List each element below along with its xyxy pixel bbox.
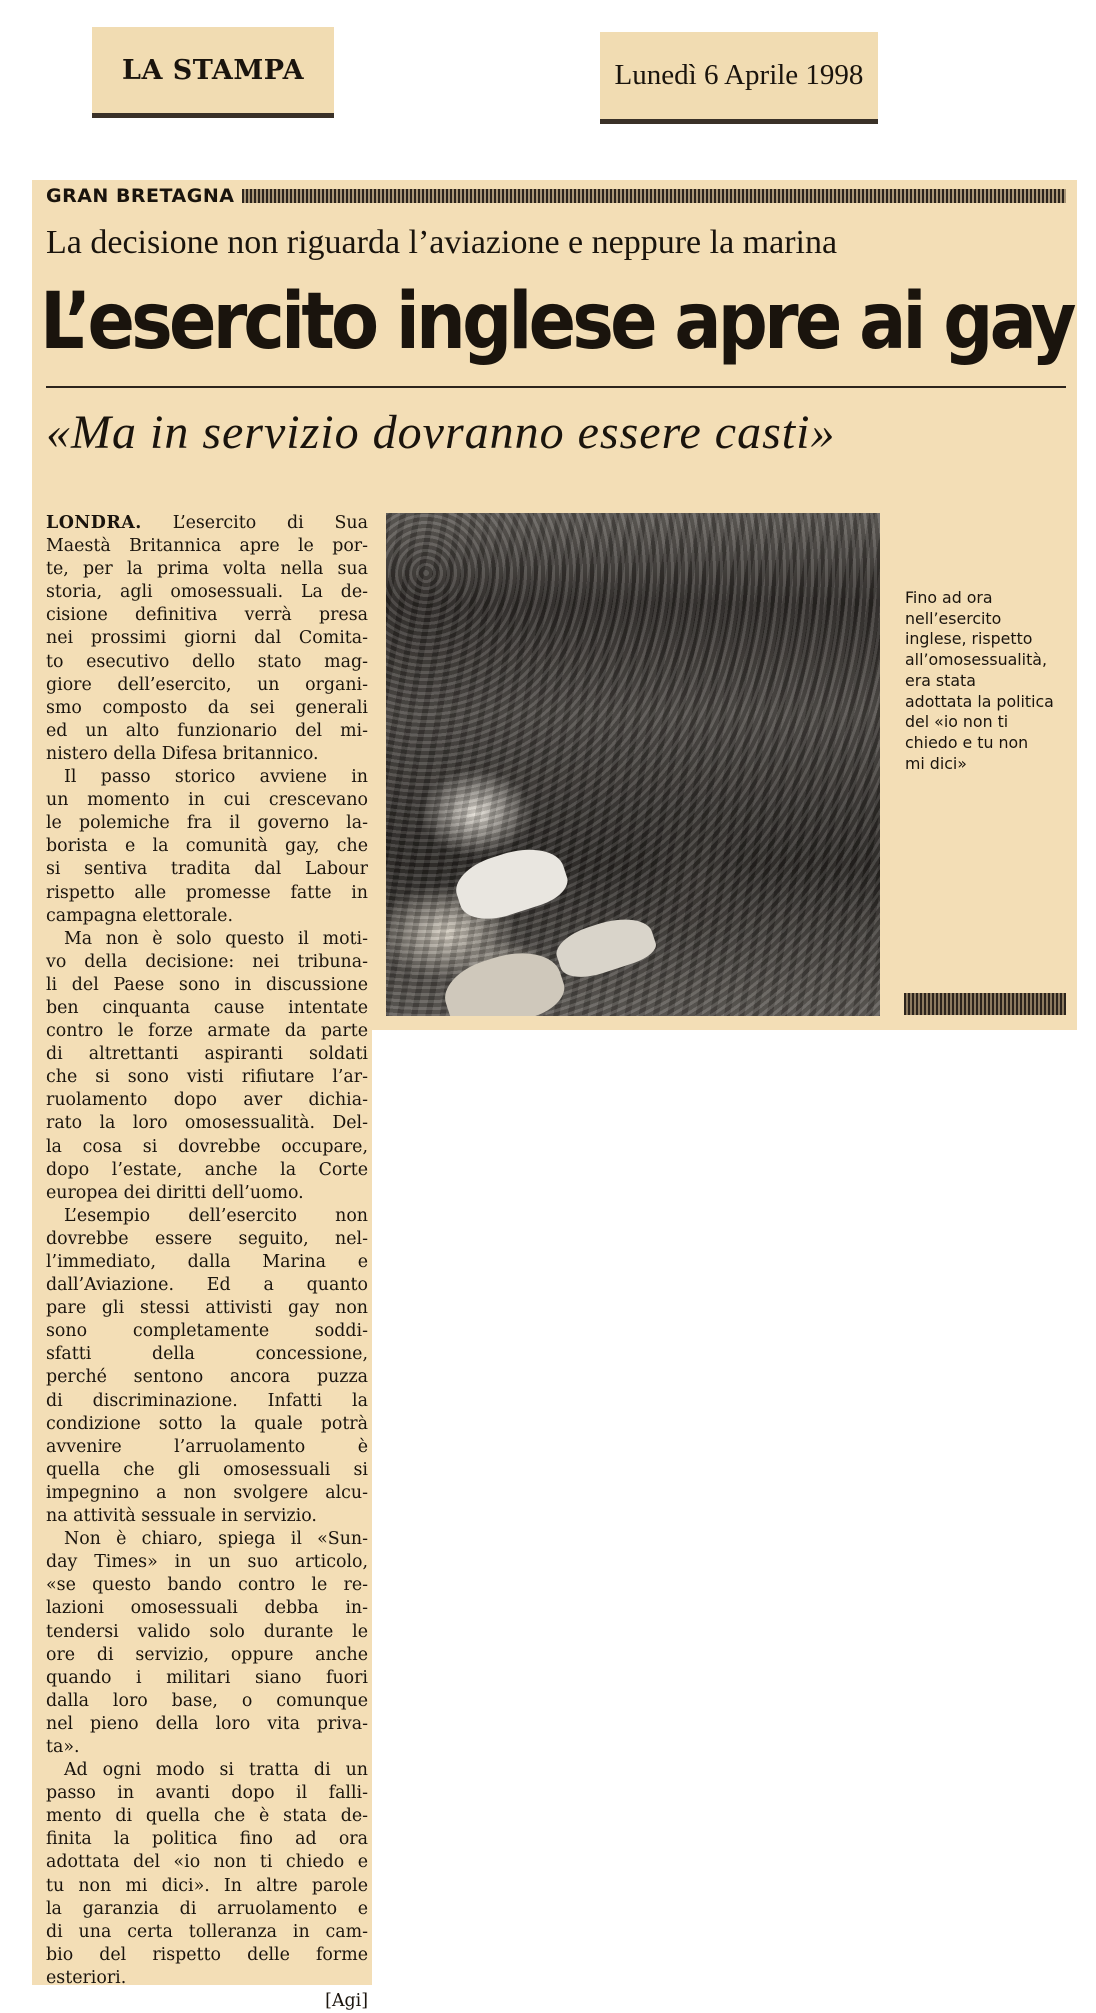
kicker: La decisione non riguarda l’aviazione e neppure la marina bbox=[46, 224, 838, 261]
caption-line: all’omosessualità, bbox=[905, 650, 1047, 670]
body-line: contro le forze armate da parte bbox=[46, 1021, 368, 1042]
body-line: esteriori. bbox=[46, 1967, 127, 1988]
body-line: le polemiche fra il governo la- bbox=[46, 813, 368, 834]
body-line: smo composto da sei generali bbox=[46, 697, 368, 718]
caption-line: nell’esercito bbox=[905, 608, 1002, 628]
body-line: lazioni omosessuali debba in- bbox=[46, 1598, 368, 1619]
body-line: ta». bbox=[46, 1736, 80, 1757]
body-line: Ma non è solo questo il moti- bbox=[64, 928, 368, 949]
section-rule bbox=[242, 189, 1066, 203]
body-line: passo in avanti dopo il falli- bbox=[46, 1783, 368, 1804]
body-line: day Times» in un suo articolo, bbox=[46, 1552, 368, 1573]
body-line: LONDRA. L’esercito di Sua bbox=[46, 513, 368, 533]
body-line: li del Paese sono in discussione bbox=[46, 974, 368, 995]
date-label bbox=[600, 32, 878, 124]
body-line: la garanzia di arruolamento e bbox=[46, 1898, 368, 1919]
body-line: europea dei diritti dell’uomo. bbox=[46, 1182, 304, 1203]
body-line: bio del rispetto delle forme bbox=[46, 1944, 368, 1965]
caption-line: del «io non ti bbox=[905, 712, 1009, 732]
body-line: na attività sessuale in servizio. bbox=[46, 1506, 317, 1527]
body-line: nistero della Difesa britannico. bbox=[46, 743, 319, 764]
body-line: perché sentono ancora puzza bbox=[46, 1367, 368, 1388]
body-line: te, per la prima volta nella sua bbox=[46, 559, 368, 580]
body-line: che si sono visti rifiutare l’ar- bbox=[46, 1067, 368, 1088]
caption-line: adottata la politica bbox=[905, 691, 1054, 711]
article-dateline: LONDRA. bbox=[46, 513, 142, 533]
caption-rule bbox=[904, 993, 1066, 1015]
body-line: storia, agli omosessuali. La de- bbox=[46, 582, 368, 603]
body-line: dall’Aviazione. Ed a quanto bbox=[46, 1275, 368, 1296]
body-line: campagna elettorale. bbox=[46, 905, 233, 926]
body-line: Non è chiaro, spiega il «Sun- bbox=[64, 1529, 368, 1550]
body-line: dalla loro base, o comunque bbox=[46, 1690, 368, 1711]
caption-line: inglese, rispetto bbox=[905, 629, 1033, 649]
body-line: ore di servizio, oppure anche bbox=[46, 1644, 368, 1665]
body-line: sono completamente soddi- bbox=[46, 1321, 368, 1342]
body-line: nel pieno della loro vita priva- bbox=[46, 1713, 368, 1734]
body-line: quando i militari siano fuori bbox=[46, 1667, 368, 1688]
caption-line: mi dici» bbox=[905, 753, 967, 773]
body-line: mento di quella che è stata de- bbox=[46, 1806, 368, 1827]
section-bar bbox=[46, 185, 1066, 207]
body-line: cisione definitiva verrà presa bbox=[46, 605, 368, 626]
masthead-label bbox=[92, 27, 334, 118]
article-body bbox=[46, 512, 368, 2013]
body-line: condizione sotto la quale potrà bbox=[46, 1413, 368, 1434]
caption-line: chiedo e tu non bbox=[905, 732, 1029, 752]
body-line: finita la politica fino ad ora bbox=[46, 1829, 368, 1850]
headline: L’esercito inglese apre ai gay bbox=[40, 275, 1073, 368]
body-line: tendersi valido solo durante le bbox=[46, 1621, 368, 1642]
body-line: dopo l’estate, anche la Corte bbox=[46, 1159, 368, 1180]
section-label: GRAN BRETAGNA bbox=[46, 185, 235, 207]
body-line: to esecutivo dello stato mag- bbox=[46, 651, 368, 672]
body-line: la cosa si dovrebbe occupare, bbox=[46, 1136, 368, 1157]
body-line: dovrebbe essere seguito, nel- bbox=[46, 1228, 368, 1249]
body-line: un momento in cui crescevano bbox=[46, 790, 368, 811]
body-line: ben cinquanta cause intentate bbox=[46, 997, 368, 1018]
body-line: di altrettanti aspiranti soldati bbox=[46, 1044, 368, 1065]
body-line: Il passo storico avviene in bbox=[64, 767, 368, 788]
body-line: di una certa tolleranza in cam- bbox=[46, 1921, 368, 1942]
body-line: avvenire l’arruolamento è bbox=[46, 1436, 368, 1457]
body-line: nei prossimi giorni dal Comita- bbox=[46, 628, 368, 649]
subhead: «Ma in servizio dovranno essere casti» bbox=[46, 406, 836, 459]
body-line: borista e la comunità gay, che bbox=[46, 836, 368, 857]
body-line: di discriminazione. Infatti la bbox=[46, 1390, 368, 1411]
news-photo-soldiers bbox=[386, 513, 880, 1016]
body-line: l’immediato, dalla Marina e bbox=[46, 1252, 368, 1272]
body-line: ruolamento dopo aver dichia- bbox=[46, 1090, 368, 1111]
body-line: si sentiva tradita dal Labour bbox=[46, 859, 368, 880]
caption-line: era stata bbox=[905, 670, 976, 690]
body-line: impegnino a non svolgere alcu- bbox=[46, 1482, 368, 1503]
body-line: ed un alto funzionario del mi- bbox=[46, 720, 368, 741]
newspaper-name: LA STAMPA bbox=[121, 54, 305, 86]
body-line: Ad ogni modo si tratta di un bbox=[64, 1760, 368, 1781]
body-line: adottata del «io non ti chiedo e bbox=[46, 1852, 368, 1873]
body-line: rispetto alle promesse fatte in bbox=[46, 882, 368, 903]
body-line: L’esempio dell’esercito non bbox=[64, 1205, 368, 1226]
body-line: giore dell’esercito, un organi- bbox=[46, 674, 368, 695]
agency-credit: [Agi] bbox=[325, 1991, 368, 2011]
headline-rule bbox=[46, 386, 1066, 388]
photo-caption bbox=[905, 588, 1075, 774]
body-line: sfatti della concessione, bbox=[46, 1344, 368, 1365]
body-line: Maestà Britannica apre le por- bbox=[46, 536, 368, 557]
body-line: tu non mi dici». In altre parole bbox=[46, 1875, 368, 1896]
publication-date: Lunedì 6 Aprile 1998 bbox=[614, 59, 864, 91]
body-line: pare gli stessi attivisti gay non bbox=[46, 1298, 368, 1319]
body-line: «se questo bando contro le re- bbox=[46, 1575, 368, 1596]
body-line: vo della decisione: nei tribuna- bbox=[46, 951, 368, 972]
body-line: rato la loro omosessualità. Del- bbox=[46, 1113, 368, 1134]
caption-line: Fino ad ora bbox=[905, 588, 993, 607]
body-line: quella che gli omosessuali si bbox=[46, 1459, 368, 1480]
